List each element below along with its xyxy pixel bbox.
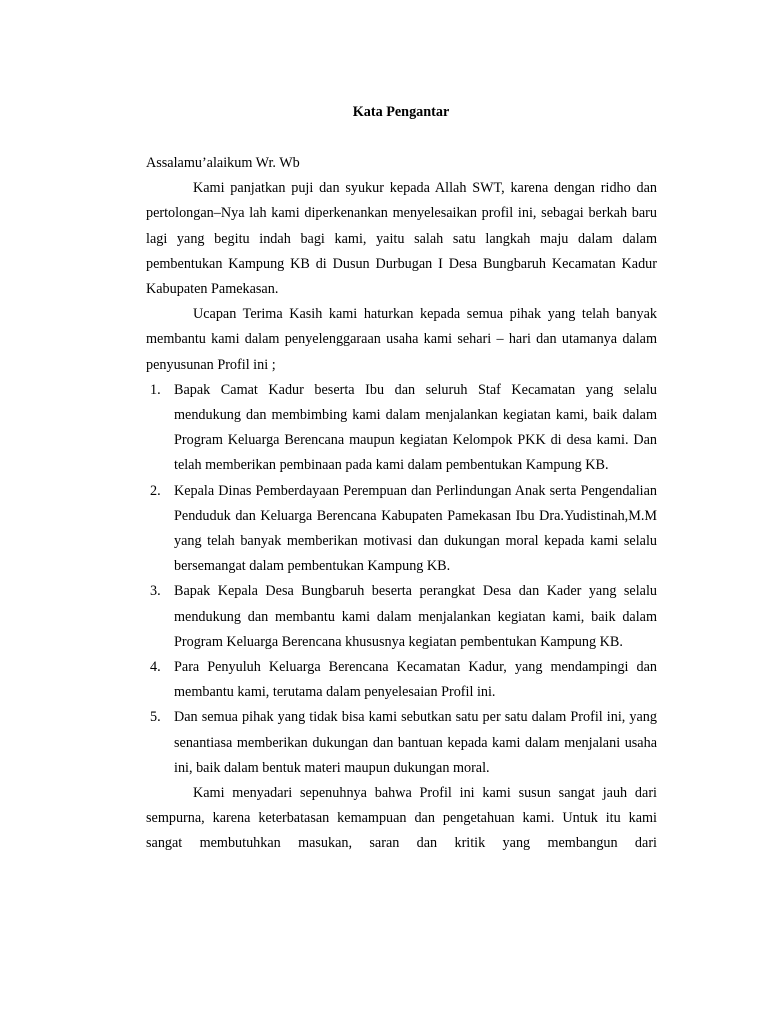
document-body [146,151,657,857]
list-item [146,378,657,479]
list-item [146,479,657,580]
list-item-text: Kepala Dinas Pemberdayaan Perempuan dan Perlindungan Anak serta Pengendalian Penduduk dan Keluarga Berencana Kabupaten Pamekasan Ibu Dra.Yudistinah,M.M yang telah banyak memberikan motivasi dan dukungan moral kepada kami selalu bersemangat dalam pembentukan Kampung KB. [174,482,657,575]
list-item-text: Dan semua pihak yang tidak bisa kami sebutkan satu per satu dalam Profil ini, yang senantiasa memberikan dukungan dan bantuan kepada kami dalam menjalani usaha ini, baik dalam bentuk materi maupun dukungan moral. [174,709,657,776]
intro-paragraph: Kami panjatkan puji dan syukur kepada Allah SWT, karena dengan ridho dan pertolongan–Nya lah kami diperkenankan menyelesaikan profil ini, sebagai berkah baru lagi yang begitu indah bagi kami, yaitu salah satu langkah maju dalam dalam pembentukan Kampung KB di Dusun Durbugan I Desa Bungbaruh Kecamatan Kadur Kabupaten Pamekasan. [146,180,657,298]
list-item-number: 1. [150,381,161,398]
list-item-number: 5. [150,709,161,726]
list-item-text: Bapak Camat Kadur beserta Ibu dan seluruh Staf Kecamatan yang selalu mendukung dan membimbing kami dalam menjalankan kegiatan kami, baik dalam Program Keluarga Berencana maupun kegiatan Kelompok PKK di desa kami. Dan telah memberikan pembinaan pada kami dalam pembentukan Kampung KB. [174,381,657,474]
list-item-number: 4. [150,659,161,676]
thanks-list [146,378,657,781]
list-item-text: Bapak Kepala Desa Bungbaruh beserta perangkat Desa dan Kader yang selalu mendukung dan membantu kami dalam menjalankan kegiatan kami, baik dalam Program Keluarga Berencana khususnya kegiatan pembentukan Kampung KB. [174,583,657,650]
list-item-number: 2. [150,482,161,499]
list-item [146,579,657,655]
list-item-number: 3. [150,583,161,600]
list-item-text: Para Penyuluh Keluarga Berencana Kecamatan Kadur, yang mendampingi dan membantu kami, terutama dalam penyelesaian Profil ini. [174,659,657,701]
list-item [146,655,657,705]
page-title: Kata Pengantar [352,104,450,120]
list-item [146,705,657,781]
greeting-text: Assalamu’alaikum Wr. Wb [146,155,300,171]
thanks-paragraph: Ucapan Terima Kasih kami haturkan kepada semua pihak yang telah banyak membantu kami dalam penyelenggaraan usaha kami sehari – hari dan utamanya dalam penyusunan Profil ini ; [146,306,657,373]
closing-paragraph: Kami menyadari sepenuhnya bahwa Profil ini kami susun sangat jauh dari sempurna, karena keterbatasan kemampuan dan pengetahuan kami. Untuk itu kami sangat membutuhkan masukan, saran dan kritik yang membangun dari [146,785,657,852]
